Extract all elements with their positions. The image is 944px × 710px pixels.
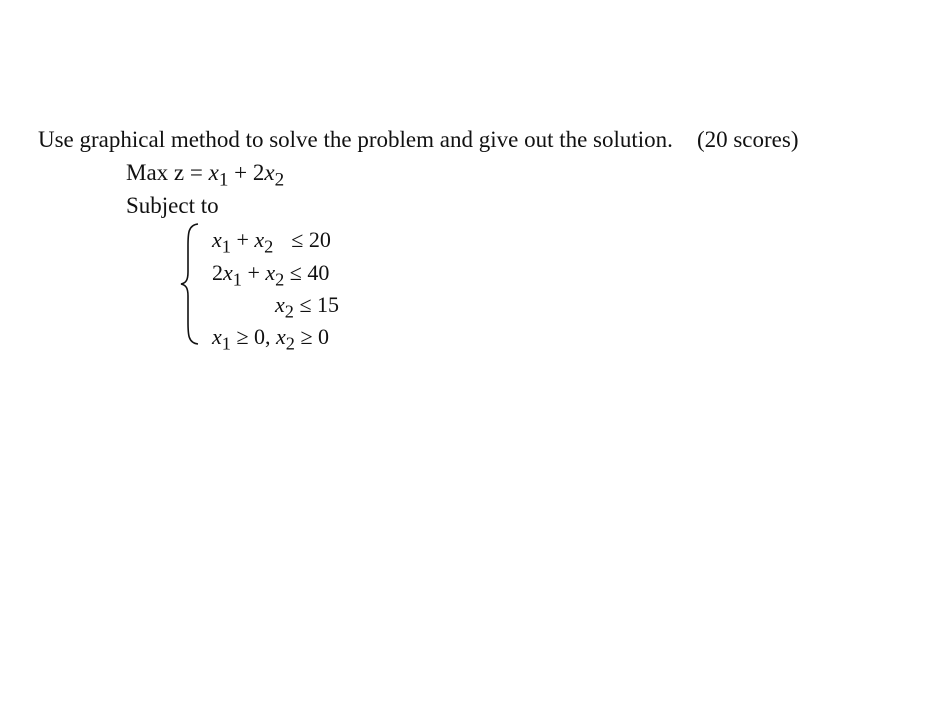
constraint-4 [212,324,329,356]
operator-plus: + [230,227,255,252]
relation-a: ≥ 0, [230,324,277,349]
constraint-3 [275,292,339,324]
relation: ≤ 15 [293,292,340,317]
constraint-1 [212,227,331,259]
var-x1: x [212,324,222,349]
sub-1: 1 [218,169,229,191]
question-text [38,126,798,154]
operator-plus: + [241,260,266,285]
sub-2: 2 [284,301,294,322]
var-x2: x [265,260,276,285]
relation: ≤ 40 [284,260,330,285]
var-x2: x [254,227,265,252]
objective-function [126,159,284,195]
left-brace-icon [178,222,202,346]
subject-to-label: Subject to [126,193,219,218]
objective-plus: + 2 [228,160,265,185]
var-x2: x [264,160,275,185]
sub-1: 1 [221,236,231,257]
coefficient: 2 [212,260,223,285]
var-x1: x [208,160,219,185]
var-x2: x [276,324,286,349]
var-x1: x [223,260,233,285]
sub-2: 2 [264,236,274,257]
var-x2: x [275,292,285,317]
sub-2: 2 [285,333,295,354]
score-label: (20 scores) [696,127,799,152]
question-body: Use graphical method to solve the problem and give out the solution. [38,127,673,152]
sub-2: 2 [275,269,285,290]
sub-2: 2 [274,169,285,191]
sub-1: 1 [221,333,231,354]
relation-b: ≥ 0 [294,324,330,349]
objective-prefix: Max z = [126,160,209,185]
constraint-2 [212,260,329,292]
sub-1: 1 [232,269,242,290]
relation: ≤ 20 [291,227,331,252]
var-x1: x [212,227,222,252]
